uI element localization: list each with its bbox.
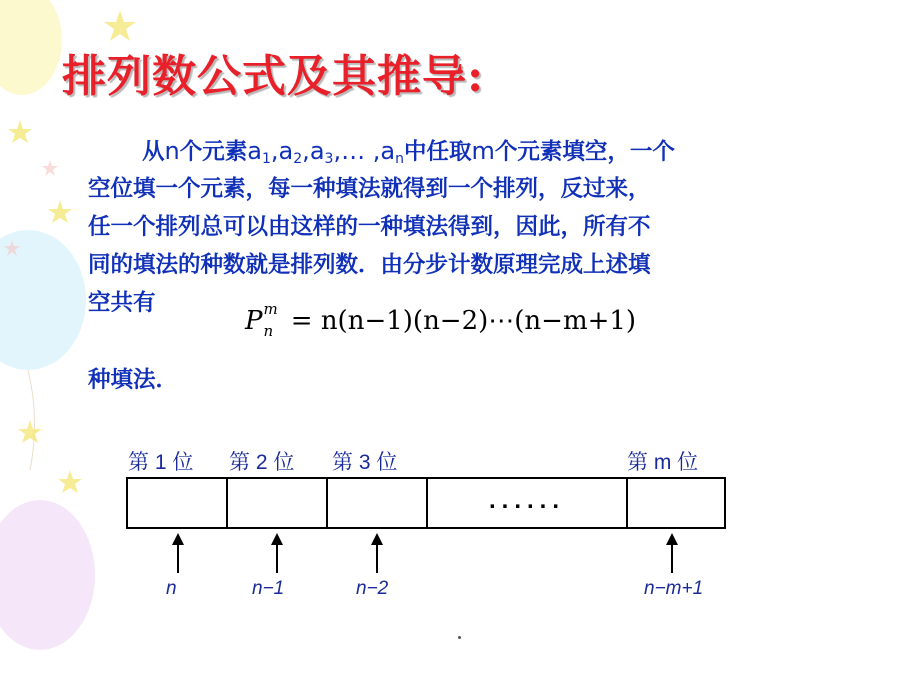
up-arrow-icon <box>171 533 185 573</box>
slide-title: 排列数公式及其推导: <box>62 51 485 102</box>
choice-count-1 <box>166 578 177 600</box>
up-arrow-icon <box>270 533 284 573</box>
text-segment: 从 <box>142 139 165 165</box>
comma: , <box>302 137 310 165</box>
text-segment: 个元素 <box>179 139 248 165</box>
position-boxes <box>126 477 726 529</box>
var-n: n <box>164 137 180 165</box>
var-a: a <box>247 137 262 165</box>
method-text: 种填法． <box>88 367 179 393</box>
var-m: m <box>471 137 495 165</box>
choice-count-3 <box>356 578 388 600</box>
paragraph-line-4: 同的填法的种数就是排列数．由分步计数原理完成上述填 <box>88 252 651 278</box>
subscript: 2 <box>293 151 303 167</box>
position-label-1: 第 1 位 <box>128 451 194 474</box>
formula-subscript: n <box>263 322 274 340</box>
box-cell-m <box>628 479 724 527</box>
box-cell-dots <box>428 479 628 527</box>
permutation-formula <box>245 300 637 340</box>
choice-count-m <box>644 578 703 600</box>
position-label-m: 第 m 位 <box>627 451 699 474</box>
subscript: 1 <box>261 151 271 167</box>
position-label-2: 第 2 位 <box>229 451 295 474</box>
ellipsis: ,… , <box>333 137 381 165</box>
formula-rhs: = n(n−1)(n−2)⋯(n−m+1) <box>282 306 637 336</box>
explanation-paragraph <box>88 132 858 322</box>
var-a: a <box>278 137 294 165</box>
subscript: 3 <box>324 151 334 167</box>
box-cell-1 <box>128 479 228 527</box>
choice-text: n−2 <box>356 578 389 599</box>
formula-p: P <box>245 306 263 336</box>
text-segment: 中任取 <box>403 139 472 165</box>
formula-superscript: m <box>263 300 278 318</box>
comma: , <box>270 137 279 165</box>
var-a: a <box>309 137 325 165</box>
choice-text: n <box>166 578 177 599</box>
box-cell-3 <box>328 479 428 527</box>
paragraph-line-2: 空位填一个元素，每一种填法就得到一个排列，反过来， <box>88 176 651 202</box>
paragraph-line-1 <box>88 132 858 170</box>
formula-indices <box>263 300 283 340</box>
choice-count-2 <box>252 578 284 600</box>
ellipsis-dots: ...... <box>488 487 565 514</box>
choice-text: n−1 <box>252 578 285 599</box>
up-arrow-icon <box>665 533 679 573</box>
text-segment: 个元素填空，一个 <box>494 139 675 165</box>
box-cell-2 <box>228 479 328 527</box>
up-arrow-icon <box>370 533 384 573</box>
paragraph-line-5: 空共有 <box>88 290 156 316</box>
choice-text: n−m+1 <box>644 578 704 599</box>
position-label-3: 第 3 位 <box>332 451 398 474</box>
footer-dot <box>458 636 461 639</box>
subscript: n <box>395 151 404 167</box>
paragraph-line-3: 任一个排列总可以由这样的一种填法得到，因此，所有不 <box>88 214 651 240</box>
var-a: a <box>380 137 396 165</box>
